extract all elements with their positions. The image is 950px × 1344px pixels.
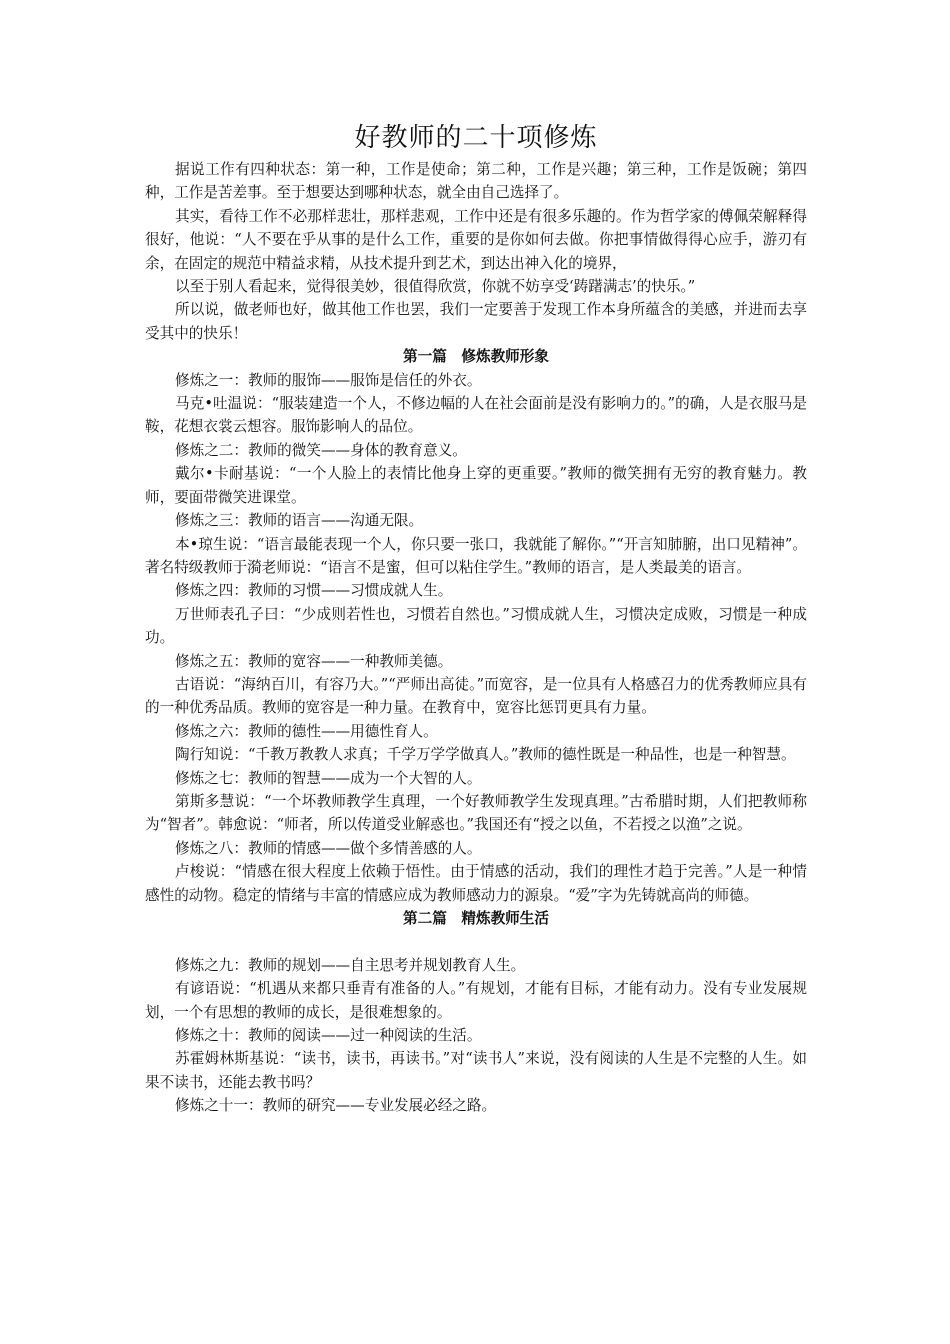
practice-body: 苏霍姆林斯基说：“读书，读书，再读书。”对“读书人”来说，没有阅读的人生是不完整的人生。如果不读书，还能去教书吗？ bbox=[145, 1050, 807, 1091]
practice-body: 陶行知说：“千教万教教人求真；千学万学学做真人。”教师的德性既是一种品性，也是一种智慧。 bbox=[175, 746, 796, 764]
intro-paragraph: 其实，看待工作不必那样悲壮，那样悲观，工作中还是有很多乐趣的。作为哲学家的傅佩荣解释得很好，他说：“人不要在乎从事的是什么工作，重要的是你如何去做。你把事情做得得心应手，游刃有余，在固定的规范中精益求精，从技术提升到艺术，到达出神入化的境界， bbox=[145, 207, 807, 272]
practice-title: 修炼之七：教师的智慧——成为一个大智的人。 bbox=[175, 769, 482, 787]
practice-body: 第斯多慧说：“一个坏教师教学生真理，一个好教师教学生发现真理。”古希腊时期，人们把教师称为“智者”。韩愈说：“师者，所以传道受业解惑也。”我国还有“授之以鱼，不若授之以渔”之说。 bbox=[145, 792, 807, 834]
practice-body: 有谚语说：“机遇从来都只垂青有准备的人。”有规划，才能有目标，才能有动力。没有专业发展规划，一个有思想的教师的成长，是很难想象的。 bbox=[145, 980, 807, 1021]
part1-section bbox=[145, 345, 807, 907]
intro-paragraph: 以至于别人看起来，觉得很美妙，很值得欣赏，你就不妨享受‘踌躇满志’的快乐。” bbox=[175, 278, 696, 296]
practice-title: 修炼之一：教师的服饰——服饰是信任的外衣。 bbox=[175, 371, 482, 389]
blank-line bbox=[145, 930, 807, 953]
intro-paragraph: 据说工作有四种状态：第一种，工作是使命；第二种，工作是兴趣；第三种，工作是饭碗；第四种，工作是苦差事。至于想要达到哪种状态，就全由自己选择了。 bbox=[145, 161, 807, 202]
practice-title: 修炼之五：教师的宽容——一种教师美德。 bbox=[175, 652, 453, 670]
practice-title: 修炼之四：教师的习惯——习惯成就人生。 bbox=[175, 582, 453, 600]
part2-section bbox=[145, 907, 807, 1118]
practice-body: 卢梭说：“情感在很大程度上依赖于悟性。由于情感的活动，我们的理性才趋于完善。”人是一种情感性的动物。稳定的情绪与丰富的情感应成为教师感动力的源泉。“爱”字为先铸就高尚的师德。 bbox=[145, 863, 807, 904]
intro-section bbox=[145, 158, 807, 345]
section-heading-part1: 第一篇 修炼教师形象 bbox=[403, 348, 549, 366]
practice-title: 修炼之三：教师的语言——沟通无限。 bbox=[175, 512, 424, 530]
section-heading-part2: 第二篇 精炼教师生活 bbox=[403, 910, 549, 927]
practice-title: 修炼之九：教师的规划——自主思考并规划教育人生。 bbox=[175, 956, 526, 974]
practice-title: 修炼之八：教师的情感——做个多情善感的人。 bbox=[175, 839, 482, 857]
practice-body: 本•琼生说：“语言最能表现一个人，你只要一张口，我就能了解你。”“开言知肺腑，出口见精神”。著名特级教师于漪老师说：“语言不是蜜，但可以粘住学生。”教师的语言，是人类最美的语言。 bbox=[145, 535, 807, 576]
practice-body: 古语说：“海纳百川，有容乃大。”“严师出高徒。”而宽容，是一位具有人格感召力的优秀教师应具有的一种优秀品质。教师的宽容是一种力量。在教育中，宽容比惩罚更具有力量。 bbox=[145, 675, 807, 717]
practice-body: 万世师表孔子曰：“少成则若性也，习惯若自然也。”习惯成就人生，习惯决定成败，习惯是一种成功。 bbox=[145, 605, 807, 647]
practice-body: 马克•吐温说：“服装建造一个人，不修边幅的人在社会面前是没有影响力的。”的确，人是衣服马是鞍，花想衣裳云想容。服饰影响人的品位。 bbox=[145, 395, 807, 436]
practice-title: 修炼之六：教师的德性——用德性育人。 bbox=[175, 722, 438, 740]
practice-title: 修炼之十：教师的阅读——过一种阅读的生活。 bbox=[175, 1027, 482, 1045]
practice-body: 戴尔•卡耐基说：“一个人脸上的表情比他身上穿的更重要。”教师的微笑拥有无穷的教育魅力。教师，要面带微笑进课堂。 bbox=[145, 465, 807, 506]
document-page bbox=[145, 118, 807, 1118]
document-title: 好教师的二十项修炼 bbox=[354, 123, 598, 153]
practice-title: 修炼之二：教师的微笑——身体的教育意义。 bbox=[175, 441, 467, 459]
practice-title: 修炼之十一：教师的研究——专业发展必经之路。 bbox=[175, 1097, 497, 1115]
intro-paragraph: 所以说，做老师也好，做其他工作也罢，我们一定要善于发现工作本身所蕴含的美感，并进而去享受其中的快乐！ bbox=[145, 301, 807, 342]
